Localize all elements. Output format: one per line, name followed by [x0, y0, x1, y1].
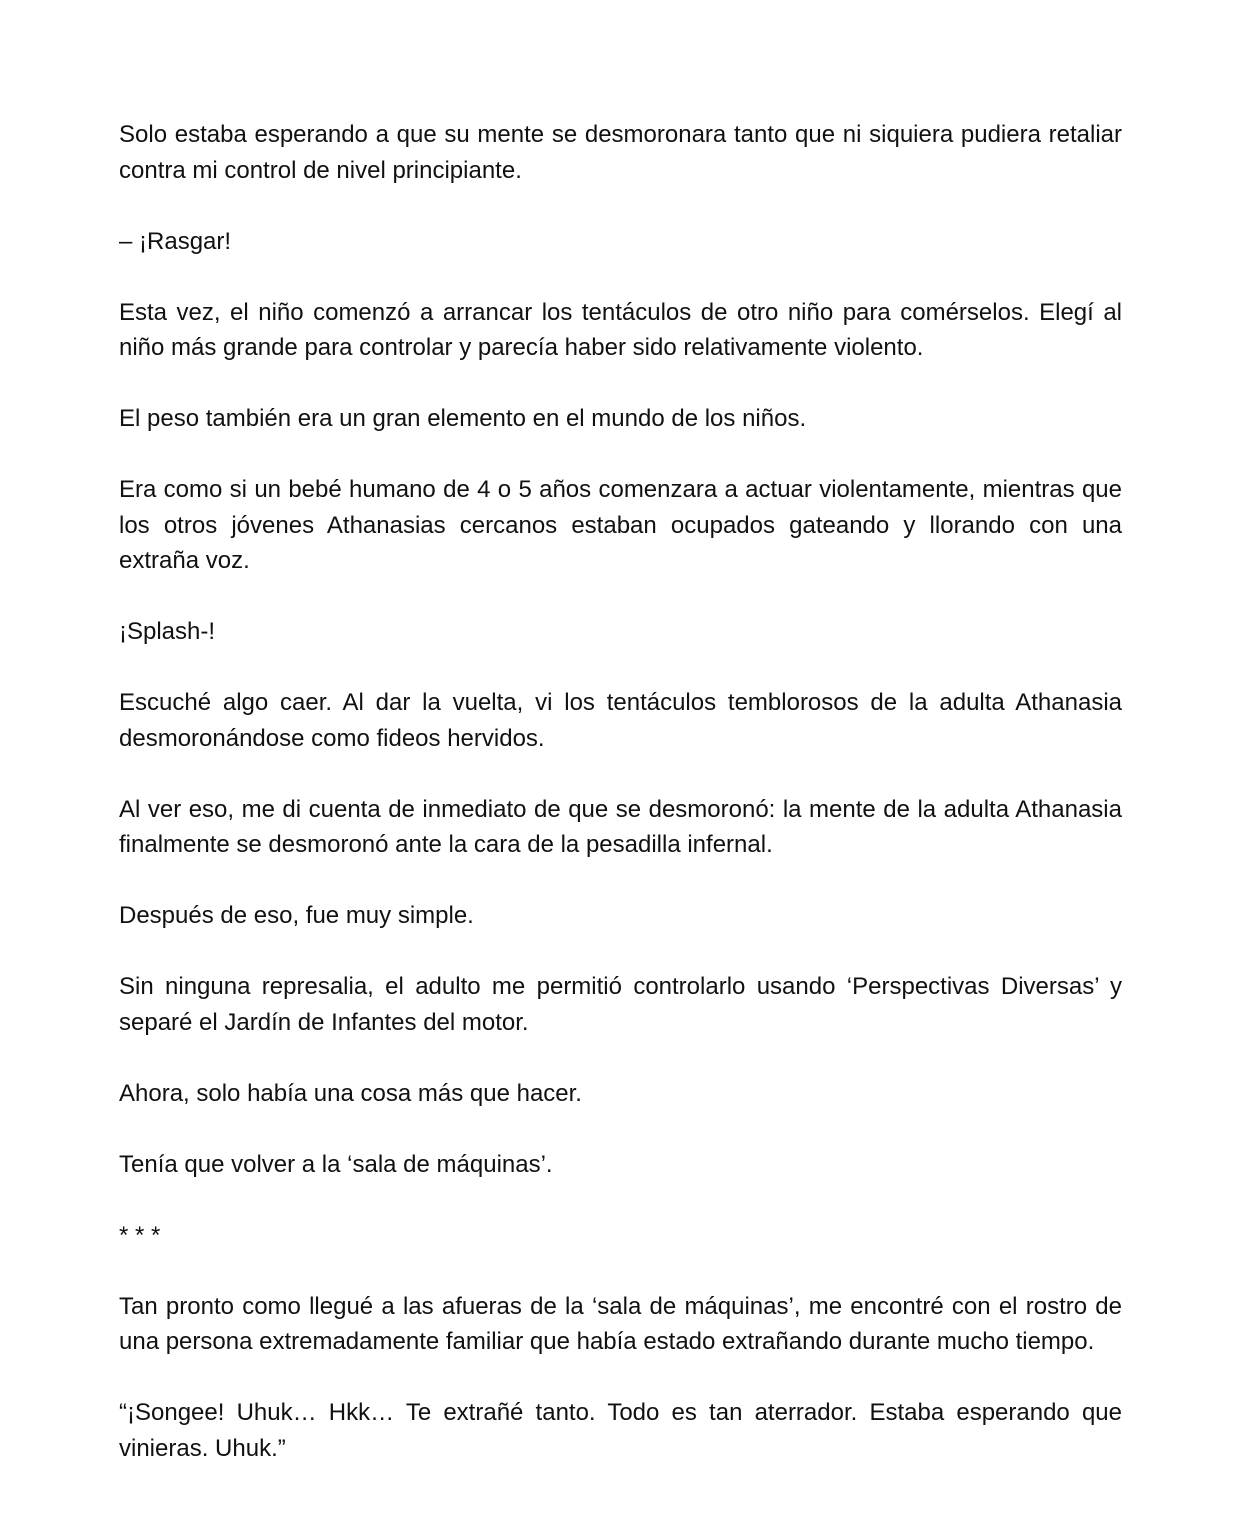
paragraph-1: Solo estaba esperando a que su mente se desmoronara tanto que ni siquiera pudiera retaliar contra mi control de nivel principiante.	[119, 121, 1122, 184]
paragraph-14: “¡Songee! Uhuk… Hkk… Te extrañé tanto. Todo es tan aterrador. Estaba esperando que vinieras. Uhuk.”	[119, 1399, 1122, 1462]
paragraph-3: Esta vez, el niño comenzó a arrancar los tentáculos de otro niño para comérselos. Elegí al niño más grande para controlar y parecía haber sido relativamente violento.	[119, 298, 1122, 361]
paragraph-6: ¡Splash-!	[119, 618, 216, 645]
paragraph-2: – ¡Rasgar!	[119, 227, 232, 255]
paragraph-11: Ahora, solo había una cosa más que hacer.	[119, 1079, 582, 1107]
scene-break: * * *	[119, 1221, 161, 1249]
document-page	[119, 117, 1122, 1502]
paragraph-10: Sin ninguna represalia, el adulto me permitió controlarlo usando ‘Perspectivas Diversas’ y separé el Jardín de Infantes del motor.	[119, 973, 1122, 1036]
paragraph-13: Tan pronto como llegué a las afueras de la ‘sala de máquinas’, me encontré con el rostro de una persona extremadamente familiar que había estado extrañando durante mucho tiempo.	[119, 1292, 1122, 1355]
paragraph-7: Escuché algo caer. Al dar la vuelta, vi los tentáculos temblorosos de la adulta Athanasia desmoronándose como fideos hervidos.	[119, 689, 1122, 752]
paragraph-4: El peso también era un gran elemento en el mundo de los niños.	[119, 405, 807, 432]
paragraph-5: Era como si un bebé humano de 4 o 5 años comenzara a actuar violentamente, mientras que los otros jóvenes Athanasias cercanos estaban ocupados gateando y llorando con una extraña voz.	[119, 476, 1122, 574]
paragraph-12: Tenía que volver a la ‘sala de máquinas’.	[119, 1150, 553, 1178]
paragraph-9: Después de eso, fue muy simple.	[119, 902, 474, 929]
paragraph-8: Al ver eso, me di cuenta de inmediato de que se desmoronó: la mente de la adulta Athanasia finalmente se desmoronó ante la cara de la pesadilla infernal.	[119, 795, 1122, 858]
